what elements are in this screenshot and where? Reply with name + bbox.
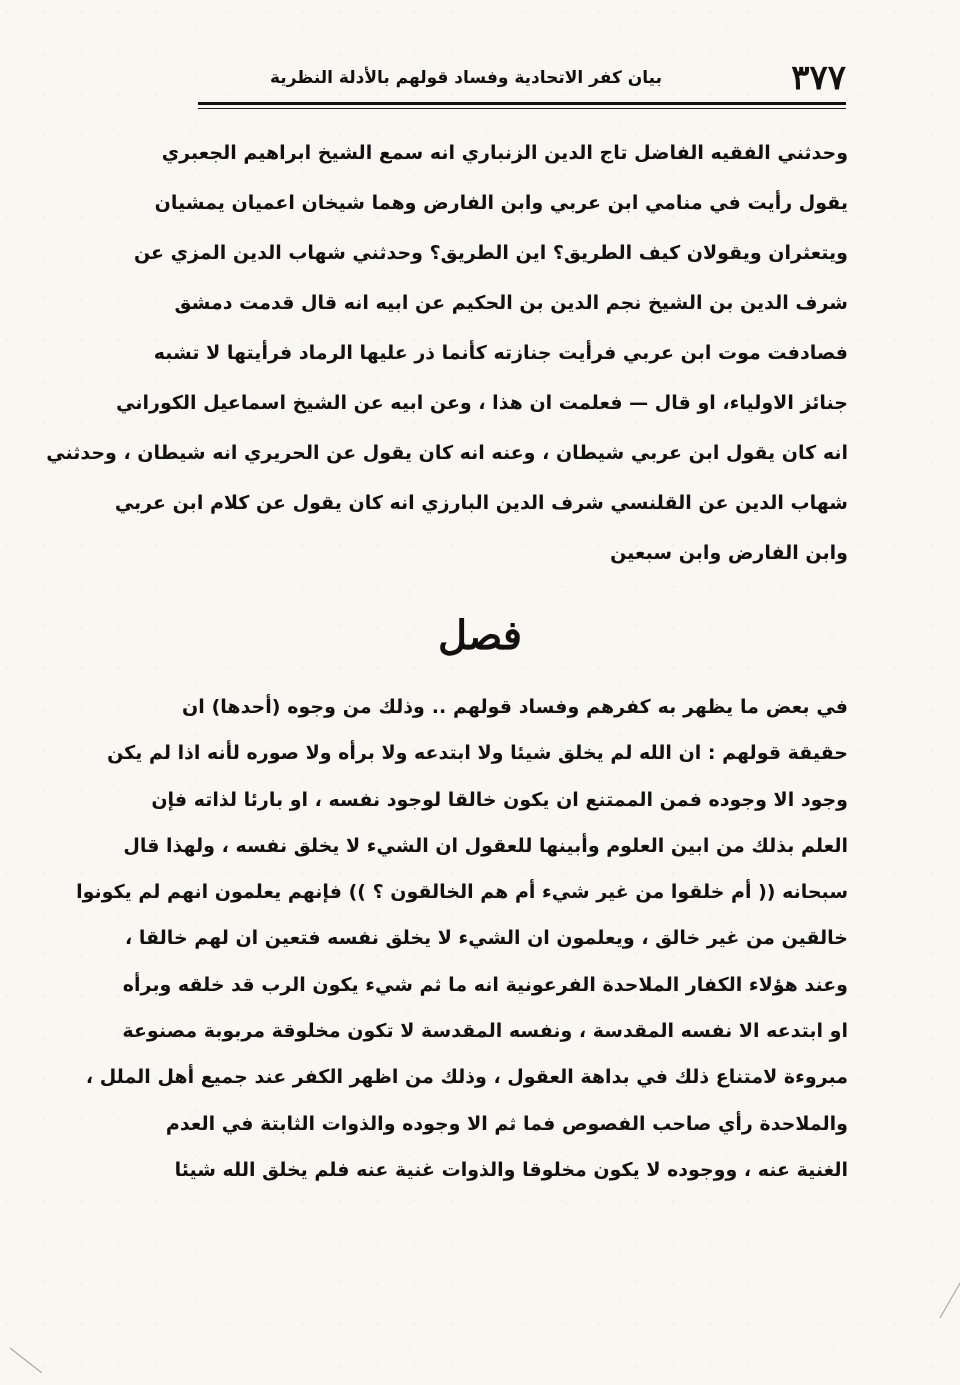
text-line: ويتعثران ويقولان كيف الطريق؟ اين الطريق؟ وحدثني شهاب الدين المزي عن	[133, 242, 848, 264]
text-line: انه كان يقول ابن عربي شيطان ، وعنه انه كان يقول عن الحريري انه شيطان ، وحدثني	[46, 442, 848, 464]
text-line: وجود الا وجوده فمن الممتنع ان يكون خالقا لوجود نفسه ، او بارئا لذاته فإن	[151, 788, 848, 811]
text-line: شهاب الدين عن القلنسي شرف الدين البارزي انه كان يقول عن كلام ابن عربي	[114, 492, 848, 514]
text-line: الغنية عنه ، ووجوده لا يكون مخلوقا والذوات غنية عنه فلم يخلق الله شيئا	[174, 1158, 848, 1181]
header-rule-thick	[198, 102, 846, 105]
text-line: او ابتدعه الا نفسه المقدسة ، ونفسه المقدسة لا تكون مخلوقة مربوبة مصنوعة	[122, 1020, 848, 1043]
text-line: العلم بذلك من ابين العلوم وأبينها للعقول ان الشيء لا يخلق نفسه ، ولهذا قال	[123, 834, 848, 857]
text-line: حقيقة قولهم : ان الله لم يخلق شيئا ولا ابتدعه ولا برأه ولا صوره لأنه اذا لم يكن	[107, 742, 848, 765]
paragraph-2	[76, 684, 848, 1193]
text-line: في بعض ما يظهر به كفرهم وفساد قولهم .. وذلك من وجوه (أحدها) ان	[182, 696, 848, 718]
text-line: وعند هؤلاء الكفار الملاحدة الفرعونية انه ما ثم شيء يكون الرب قد خلقه وبرأه	[122, 973, 848, 996]
paragraph-1	[46, 128, 848, 578]
text-line: والملاحدة رأي صاحب الفصوص فما ثم الا وجوده والذوات الثابتة في العدم	[165, 1112, 848, 1135]
header-rule-thin	[198, 108, 846, 109]
text-line: خالقين من غير خالق ، ويعلمون ان الشيء لا يخلق نفسه فتعين ان لهم خالقا ،	[125, 927, 848, 950]
section-heading: فصل	[437, 612, 523, 659]
text-line: شرف الدين بن الشيخ نجم الدين بن الحكيم عن ابيه انه قال قدمت دمشق	[174, 292, 848, 314]
page-number: ٣٧٧	[791, 58, 846, 98]
running-title: بيان كفر الاتحادية وفساد قولهم بالأدلة النظرية	[270, 68, 662, 88]
scan-artifact	[940, 1283, 960, 1318]
text-line: وابن الفارض وابن سبعين	[610, 542, 848, 564]
text-line: مبروءة لامتناع ذلك في بداهة العقول ، وذلك من اظهر الكفر عند جميع أهل الملل ،	[85, 1066, 848, 1089]
scan-artifact	[10, 1348, 42, 1373]
text-line: سبحانه (( أم خلقوا من غير شيء أم هم الخالقون ؟ )) فإنهم يعلمون انهم لم يكونوا	[76, 881, 848, 904]
text-line: يقول رأيت في منامي ابن عربي وابن الفارض وهما شيخان اعميان يمشيان	[154, 192, 848, 214]
text-line: جنائز الاولياء، او قال — فعلمت ان هذا ، وعن ابيه عن الشيخ اسماعيل الكوراني	[116, 392, 848, 414]
page-header	[196, 58, 846, 98]
text-line: وحدثني الفقيه الفاضل تاج الدين الزنباري انه سمع الشيخ ابراهيم الجعبري	[161, 142, 848, 164]
text-line: فصادفت موت ابن عربي فرأيت جنازته كأنما ذر عليها الرماد فرأيتها لا تشبه	[153, 342, 848, 364]
